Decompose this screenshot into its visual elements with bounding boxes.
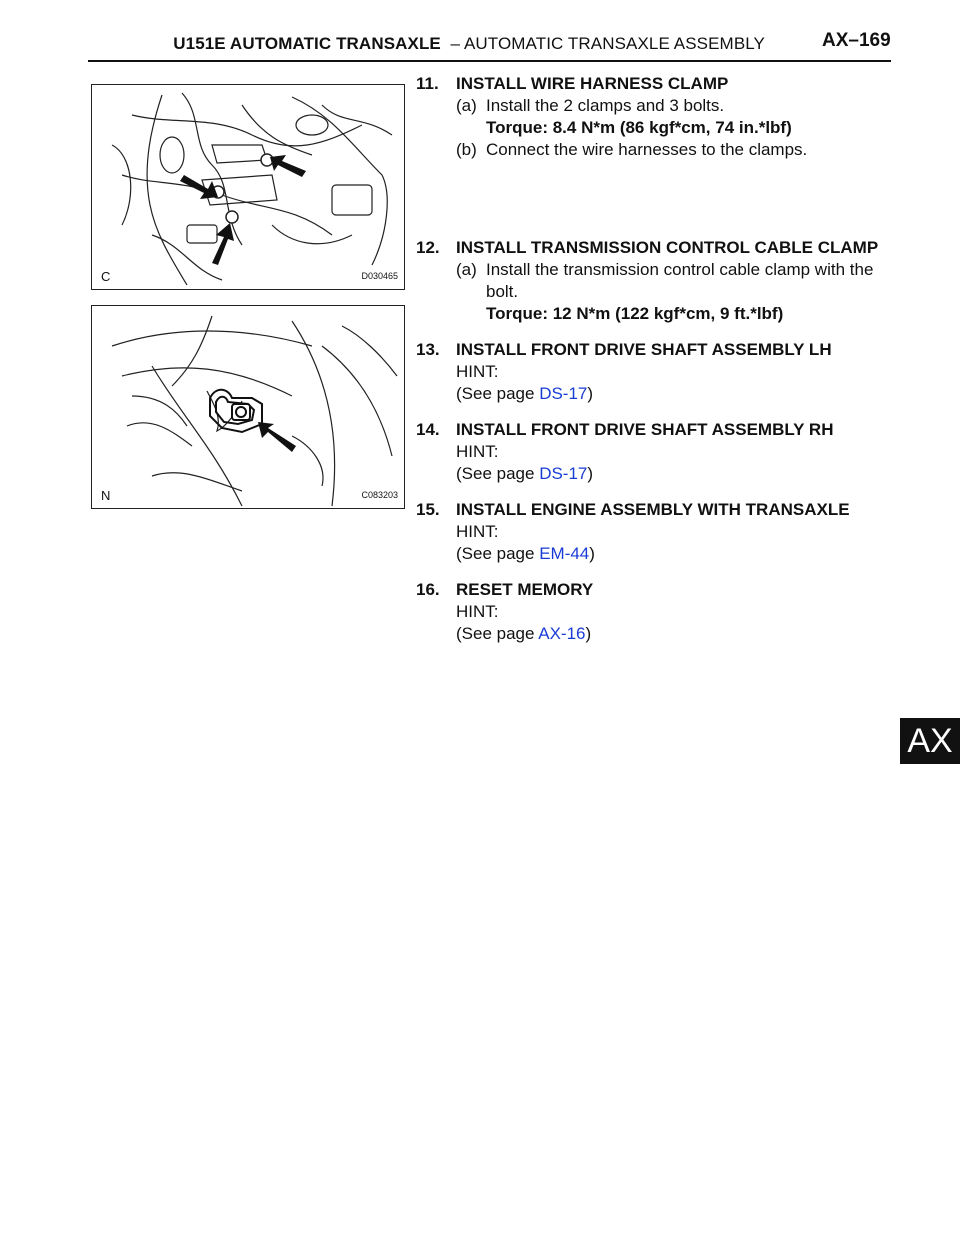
header-rule — [88, 60, 891, 62]
step-14 — [416, 419, 896, 485]
torque-spec: Torque: 8.4 N*m (86 kgf*cm, 74 in.*lbf) — [486, 118, 792, 137]
procedure-steps — [416, 73, 896, 659]
step-12 — [416, 237, 896, 325]
section-title-bold: U151E AUTOMATIC TRANSAXLE — [173, 34, 441, 53]
step-title: 13. INSTALL FRONT DRIVE SHAFT ASSEMBLY LH — [416, 340, 832, 359]
hint-label: HINT: — [456, 522, 499, 541]
hint-label: HINT: — [456, 362, 499, 381]
page-ref-link[interactable]: DS-17 — [539, 384, 588, 403]
page-number: AX–169 — [822, 30, 891, 51]
section-title-rest: – AUTOMATIC TRANSAXLE ASSEMBLY — [450, 34, 765, 53]
figure-control-cable-clamp — [91, 305, 405, 509]
see-page: (See page AX-16) — [456, 624, 592, 643]
step-16 — [416, 579, 896, 645]
page-ref-link[interactable]: EM-44 — [539, 544, 590, 563]
step-11 — [416, 73, 896, 161]
substep-b: (b) Connect the wire harnesses to the clamps. — [456, 140, 808, 159]
torque-spec: Torque: 12 N*m (122 kgf*cm, 9 ft.*lbf) — [486, 304, 784, 323]
substep-a: (a) Install the transmission control cable clamp with the bolt. — [456, 260, 874, 301]
see-page: (See page DS-17) — [456, 384, 594, 403]
cable-clamp-illustration — [92, 306, 404, 508]
figure-code: D030465 — [361, 271, 398, 281]
step-title: 11. INSTALL WIRE HARNESS CLAMP — [416, 74, 729, 93]
figure-code: C083203 — [361, 490, 398, 500]
step-title: 12. INSTALL TRANSMISSION CONTROL CABLE CLAMP — [416, 238, 879, 257]
section-title — [0, 34, 765, 54]
step-title: 14. INSTALL FRONT DRIVE SHAFT ASSEMBLY RH — [416, 420, 834, 439]
step-title: 16. RESET MEMORY — [416, 580, 594, 599]
hint-label: HINT: — [456, 442, 499, 461]
substep-a: (a) Install the 2 clamps and 3 bolts. — [456, 96, 725, 115]
page-ref-link[interactable]: AX-16 — [538, 624, 586, 643]
figure-wire-harness-clamp — [91, 84, 405, 290]
step-title: 15. INSTALL ENGINE ASSEMBLY WITH TRANSAXLE — [416, 500, 850, 519]
hint-label: HINT: — [456, 602, 499, 621]
figure-letter: N — [101, 488, 111, 503]
step-13 — [416, 339, 896, 405]
section-tab: AX — [900, 718, 960, 764]
wire-harness-illustration — [92, 85, 404, 289]
see-page: (See page EM-44) — [456, 544, 595, 563]
step-15 — [416, 499, 896, 565]
see-page: (See page DS-17) — [456, 464, 594, 483]
page-ref-link[interactable]: DS-17 — [539, 464, 588, 483]
figure-letter: C — [101, 269, 111, 284]
